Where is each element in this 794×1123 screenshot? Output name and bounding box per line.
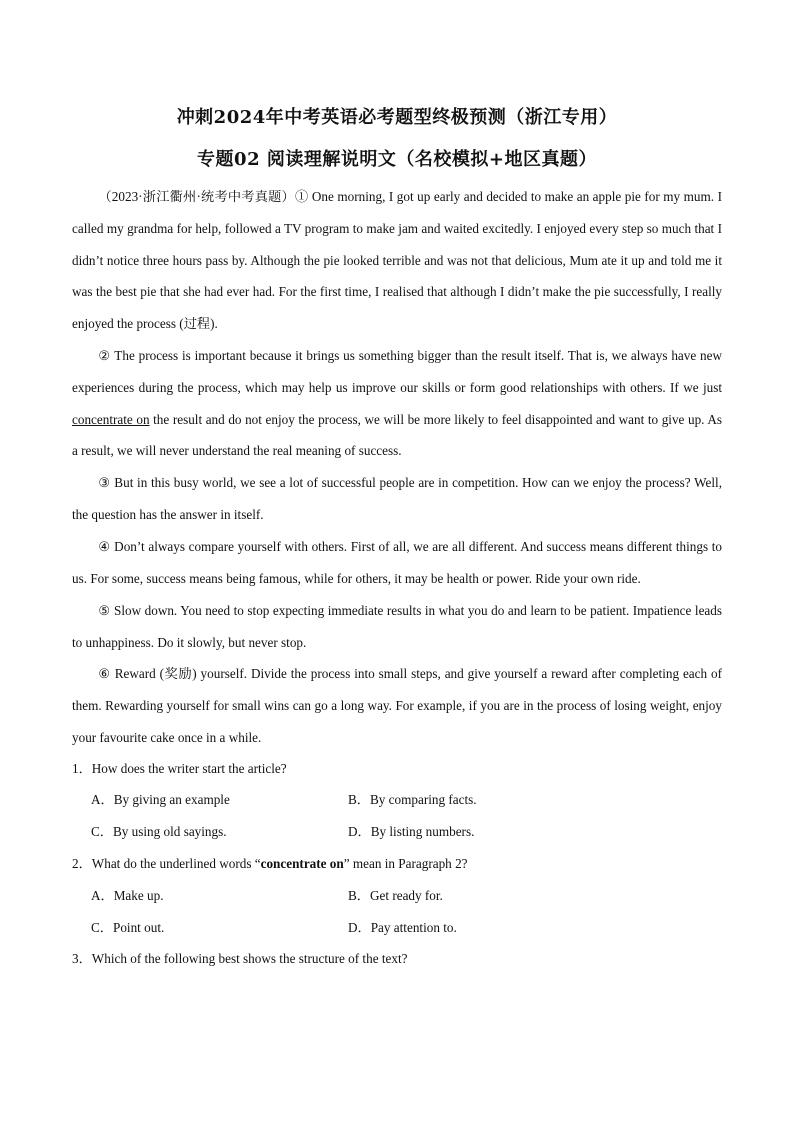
question-2-option-c: C．Point out. xyxy=(91,920,165,935)
question-1-option-c: C．By using old sayings. xyxy=(91,824,227,839)
paragraph-2-text-after: the result and do not enjoy the process, we will be more likely to feel disappointed and want to give up. As a result, we will never understand the real meaning of success. xyxy=(72,411,722,459)
question-1-option-b: B．By comparing facts. xyxy=(348,792,477,807)
question-2-option-b: B．Get ready for. xyxy=(348,888,443,903)
paragraph-1-text: ① One morning, I got up early and decided to make an apple pie for my mum. I called my grandma for help, followed a TV program to make jam and waited excitedly. I enjoyed every step so much that I didn’t notice three hours pass by. Although the pie looked terrible and was not that delicious, Mum ate it up and told me it was the best pie that she had ever had. For the first time, I realised that although I didn’t make the pie successfully, I really enjoyed the process (过程). xyxy=(72,189,722,332)
question-2-option-d: D．Pay attention to. xyxy=(348,920,457,935)
question-1-stem: 1．How does the writer start the article? xyxy=(72,761,287,776)
paragraph-2-text-before: ② The process is important because it brings us something bigger than the result itself. That is, we always have new experiences during the process, which may help us improve our skills or form good relationships with others. If we just xyxy=(72,348,722,395)
paragraph-3: ③ But in this busy world, we see a lot of successful people are in competition. How can we enjoy the process? Well, the question has the answer in itself. xyxy=(72,475,722,522)
question-2-stem xyxy=(72,854,722,874)
page-subtitle: 专题02 阅读理解说明文（名校模拟+地区真题） xyxy=(197,149,597,170)
question-2-stem-after: ” mean in Paragraph 2? xyxy=(343,856,468,871)
question-2-option-a: A．Make up. xyxy=(91,888,164,903)
paragraph-1 xyxy=(72,181,722,340)
source-note: （2023·浙江衢州·统考中考真题） xyxy=(98,189,295,204)
question-3-stem: 3．Which of the following best shows the structure of the text? xyxy=(72,951,408,966)
question-1-option-a: A．By giving an example xyxy=(91,792,230,807)
paragraph-2 xyxy=(72,340,722,467)
question-2-stem-before: 2．What do the underlined words “ xyxy=(72,856,261,871)
question-1-option-d: D．By listing numbers. xyxy=(348,824,475,839)
paragraph-6: ⑥ Reward (奖励) yourself. Divide the process into small steps, and give yourself a reward after completing each of them. Rewarding yourself for small wins can go a long way. For example, if you are in the process of losing weight, enjoy your favourite cake once in a while. xyxy=(72,666,722,745)
paragraph-4: ④ Don’t always compare yourself with others. First of all, we are all different. And success means different things to us. For some, success means being famous, while for others, it may be health or power. Ride your own ride. xyxy=(72,539,722,586)
paragraph-5: ⑤ Slow down. You need to stop expecting immediate results in what you do and learn to be patient. Impatience leads to unhappiness. Do it slowly, but never stop. xyxy=(72,603,722,650)
question-2-stem-bold: concentrate on xyxy=(260,856,344,871)
page-title: 冲刺2024年中考英语必考题型终极预测（浙江专用） xyxy=(176,107,618,128)
underlined-phrase: concentrate on xyxy=(72,411,150,427)
